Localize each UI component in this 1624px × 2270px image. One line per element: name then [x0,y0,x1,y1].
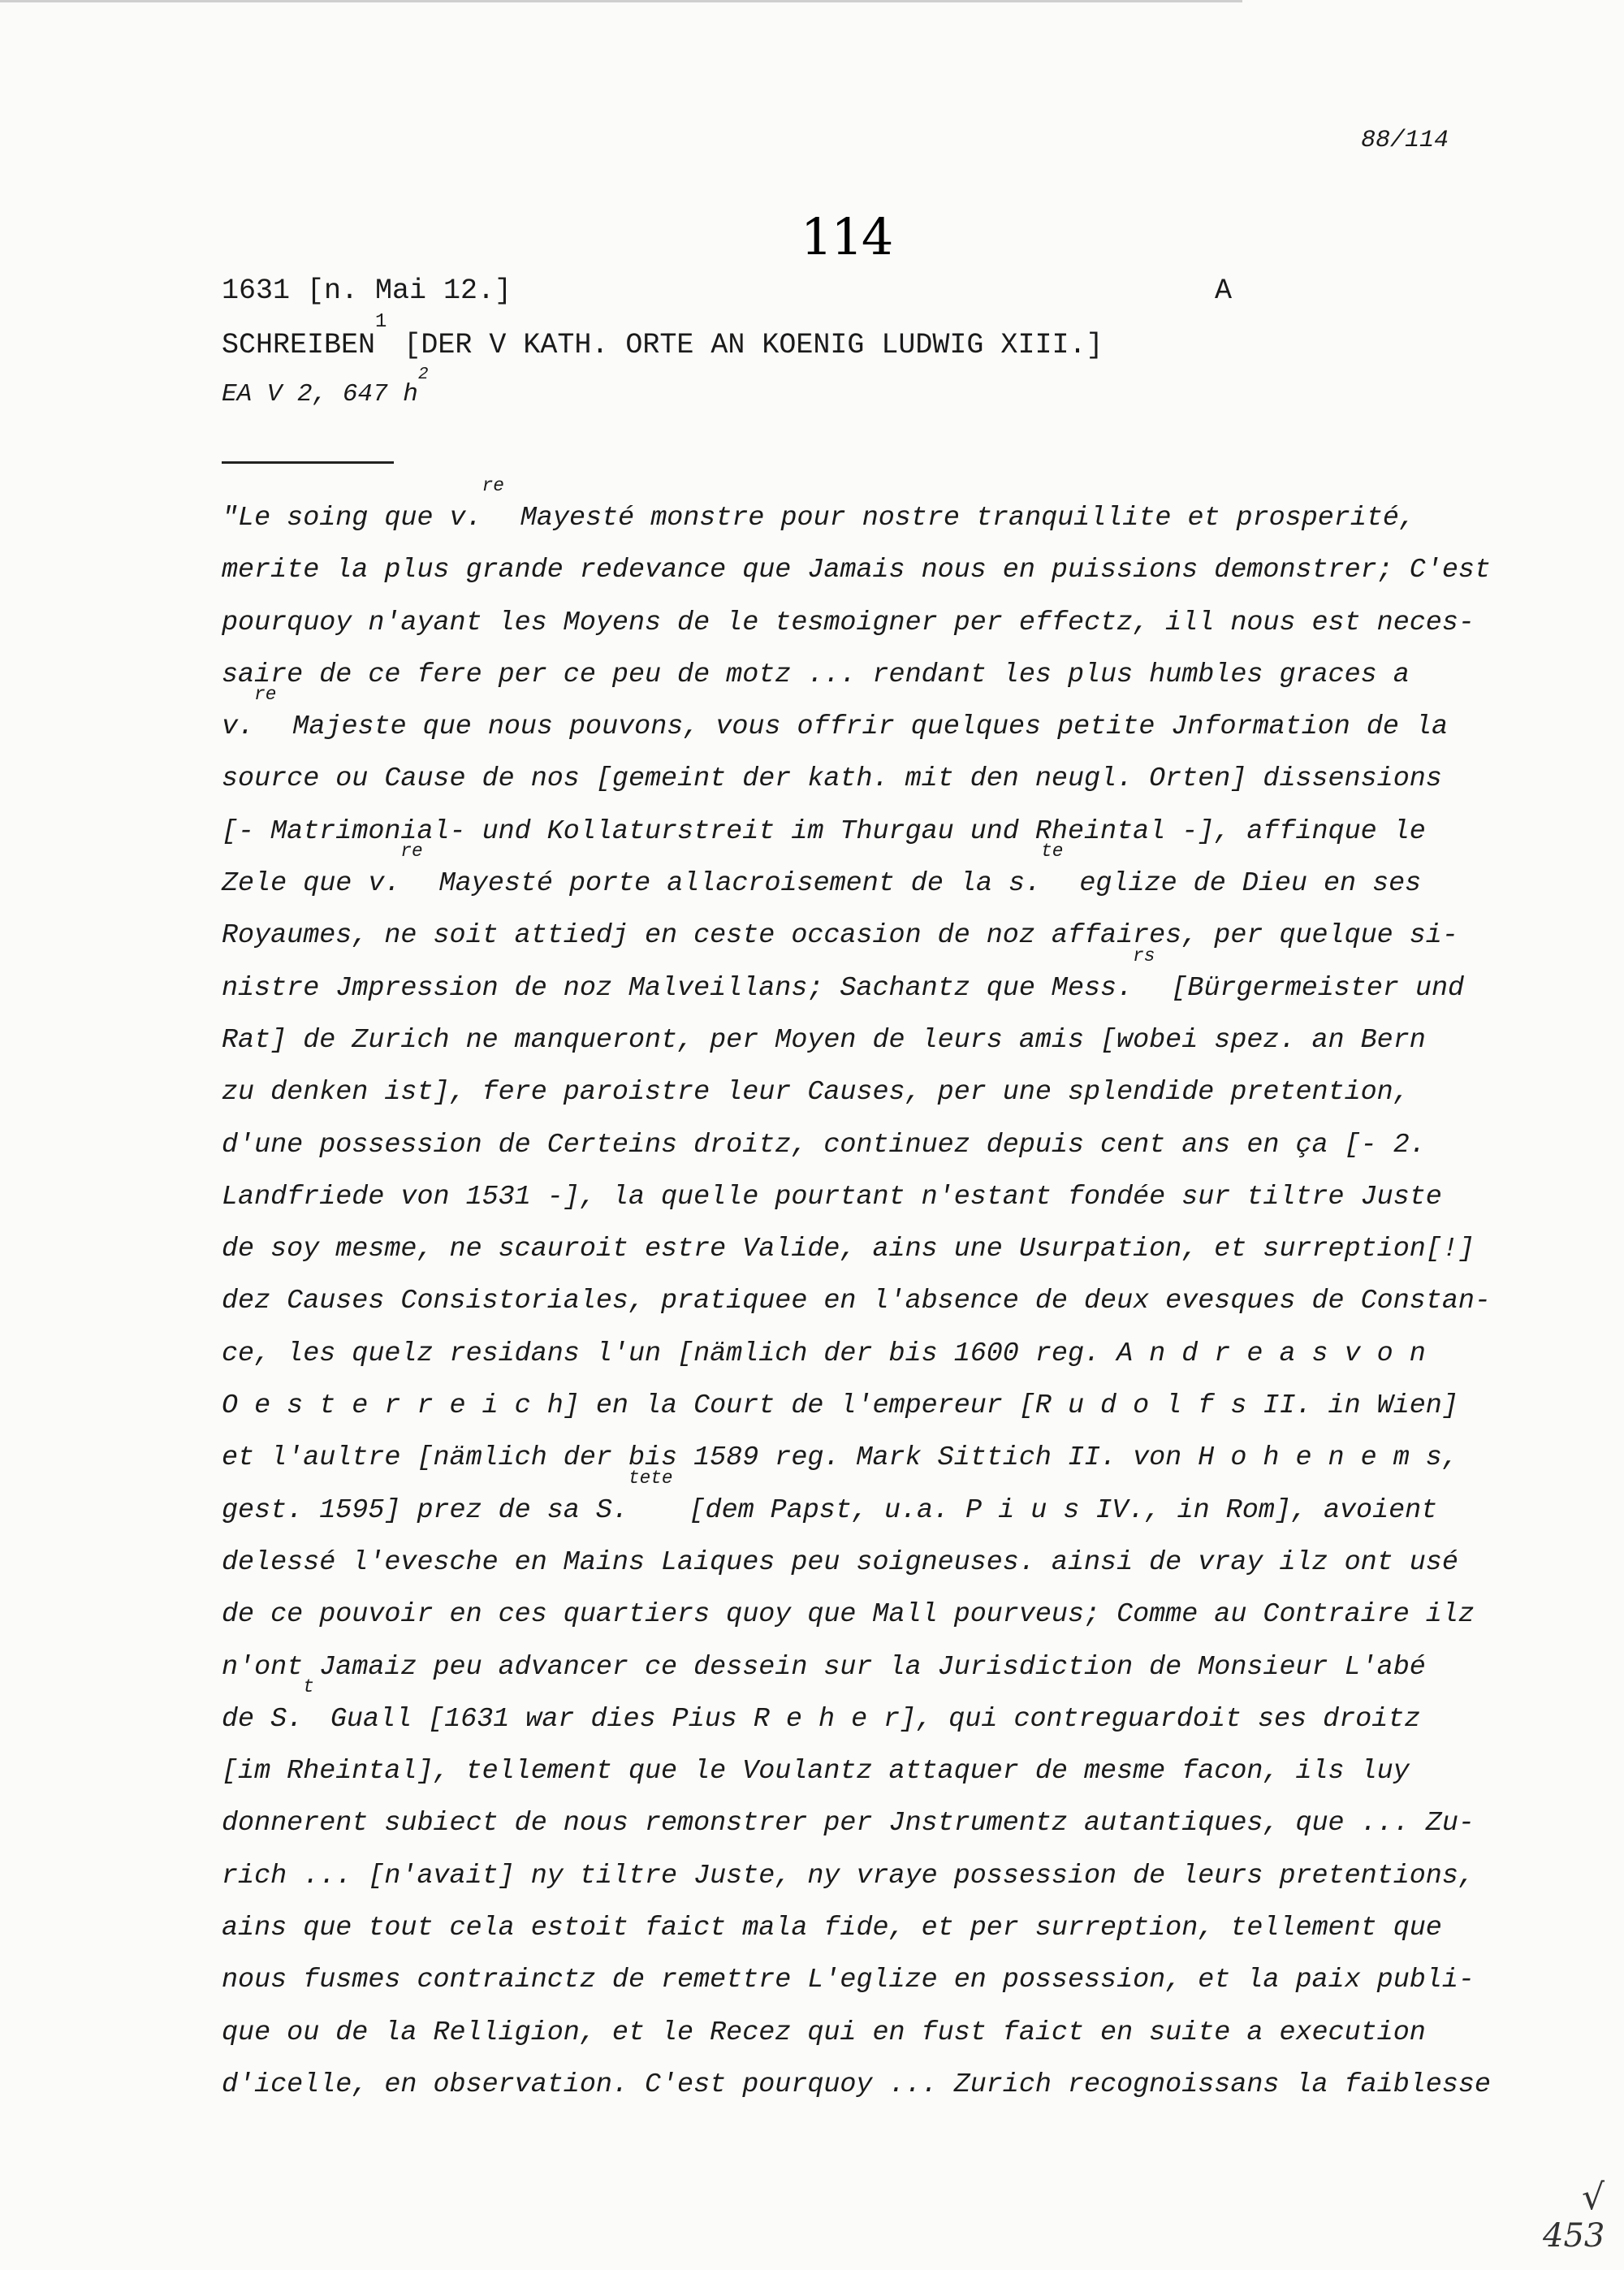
text-segment: "Le soing que v. [222,503,482,534]
text-segment: Majeste que nous pouvons, vous offrir quelques petite Jnformation de la [276,711,1449,743]
text-segment: et l'aultre [nämlich der bis 1589 reg. Mark Sittich II. von H o h e n e m s, [222,1442,1458,1474]
text-segment: pourquoy n'ayant les Moyens de le tesmoigner per effectz, ill nous est neces- [222,607,1475,638]
text-line [222,1432,1505,1484]
text-line [222,1066,1505,1118]
text-line [222,1675,1505,1745]
title-text: SCHREIBEN [222,329,376,361]
text-line [222,475,1505,544]
handwritten-number: 453 [1543,2217,1605,2255]
text-segment: saire de ce fere per ce peu de motz ... rendant les plus humbles graces a [222,659,1410,690]
text-line [222,2059,1505,2111]
document-title [222,310,1104,361]
text-line [222,1902,1505,1954]
document-date: 1631 [n. Mai 12.] [222,275,512,307]
scan-edge [0,0,1242,2]
text-line [222,753,1505,805]
text-line [222,841,1505,910]
footnote-ref: 2 [417,364,429,384]
text-segment: Rat] de Zurich ne manqueront, per Moyen de leurs amis [wobei spez. an Bern [222,1024,1426,1056]
text-segment: d'une possession de Certeins droitz, continuez depuis cent ans en ça [- 2. [222,1129,1426,1161]
text-segment: Royaumes, ne soit attiedj en ceste occasion de noz affaires, per quelque si- [222,920,1458,952]
superscript: tete [628,1467,673,1489]
text-line [222,1850,1505,1902]
superscript: te [1041,841,1064,863]
text-line [222,2007,1505,2059]
document-number: 114 [801,207,892,266]
text-line [222,684,1505,753]
folio-number: 88/114 [1361,127,1449,154]
text-line [222,1380,1505,1432]
source-reference [222,364,429,409]
text-segment: n'ont Jamaiz peu advancer ce dessein sur la Jurisdiction de Monsieur L'abé [222,1651,1426,1683]
text-segment: Mayesté monstre pour nostre tranquillite et prosperité, [503,503,1415,534]
text-segment: eglize de Dieu en ses [1063,868,1422,900]
text-segment: rich ... [n'avait] ny tiltre Juste, ny vraye possession de leurs pretentions, [222,1860,1475,1892]
text-line [222,945,1505,1014]
text-segment: [Bürgermeister und [1155,972,1465,1004]
text-segment: d'icelle, en observation. C'est pourquoy ... Zurich recognoissans la faiblesse [222,2069,1491,2100]
text-segment: donnerent subiect de nous remonstrer per Jnstrumentz autantiques, que ... Zu- [222,1808,1475,1840]
superscript: re [254,684,277,706]
text-line [222,1275,1505,1327]
text-segment: O e s t e r r e i c h] en la Court de l'empereur [R u d o l f s II. in Wien] [222,1390,1458,1422]
text-segment: merite la plus grande redevance que Jamais nous en puissions demonstrer; C'est [222,555,1491,586]
text-line [222,910,1505,962]
text-segment: [- Matrimonial- und Kollaturstreit im Thurgau und Rheintal -], affinque le [222,815,1426,847]
text-segment: nous fusmes contrainctz de remettre L'eglize en possession, et la paix publi- [222,1965,1475,1996]
text-line [222,1014,1505,1066]
text-line [222,1745,1505,1797]
text-segment: gest. 1595] prez de sa S. [222,1494,628,1526]
text-segment: dez Causes Consistoriales, pratiquee en l'absence de deux evesques de Constan- [222,1286,1491,1317]
text-segment: [dem Papst, u.a. P i u s IV., in Rom], avoient [672,1494,1438,1526]
text-segment: [im Rheintal], tellement que le Voulantz attaquer de mesme facon, ils luy [222,1756,1410,1788]
separator-rule [222,461,394,464]
footnote-ref: 1 [375,310,387,333]
text-segment: delessé l'evesche en Mains Laiques peu soigneuses. ainsi de vray ilz ont usé [222,1546,1458,1578]
text-segment: nistre Jmpression de noz Malveillans; Sachantz que Mess. [222,972,1134,1004]
text-line [222,1223,1505,1275]
text-segment: Zele que v. [222,868,401,900]
text-line [222,649,1505,701]
text-line [222,1589,1505,1641]
handwritten-check: √ [1582,2177,1605,2218]
text-segment: v. [222,711,255,743]
text-segment: ains que tout cela estoit faict mala fide, et per surreption, tellement que [222,1913,1442,1944]
source-text: EA V 2, 647 h [222,380,418,409]
text-line [222,1797,1505,1849]
text-segment: de ce pouvoir en ces quartiers quoy que Mall pourveus; Comme au Contraire ilz [222,1599,1475,1631]
text-segment: Mayesté porte allacroisement de la s. [422,868,1042,900]
text-segment: ce, les quelz residans l'un [nämlich der bis 1600 reg. A n d r e a s v o n [222,1338,1426,1369]
text-segment: source ou Cause de nos [gemeint der kath. mit den neugl. Orten] dissensions [222,763,1442,795]
superscript: t [303,1675,314,1697]
text-segment: que ou de la Relligion, et le Recez qui en fust faict en suite a execution [222,2017,1426,2048]
text-line [222,544,1505,596]
letter-body [222,475,1505,2111]
text-line [222,597,1505,649]
superscript: re [400,841,423,863]
text-line [222,1328,1505,1380]
text-segment: de soy mesme, ne scauroit estre Valide, ains une Usurpation, et surreption[!] [222,1234,1475,1265]
title-text-rest: [DER V KATH. ORTE AN KOENIG LUDWIG XIII.] [387,329,1104,361]
text-line [222,1119,1505,1171]
text-line [222,1954,1505,2006]
text-line [222,1171,1505,1223]
superscript: re [482,475,504,497]
text-segment: Landfriede von 1531 -], la quelle pourtant n'estant fondée sur tiltre Juste [222,1181,1442,1213]
superscript: rs [1133,945,1155,966]
document-marker: A [1215,275,1233,307]
text-segment: de S. [222,1703,304,1735]
text-line [222,1641,1505,1693]
text-segment: zu denken ist], fere paroistre leur Causes, per une splendide pretention, [222,1077,1410,1109]
text-line [222,1467,1505,1537]
text-line [222,1537,1505,1589]
text-segment: Guall [1631 war dies Pius R e h e r], qui contreguardoit ses droitz [313,1703,1421,1735]
